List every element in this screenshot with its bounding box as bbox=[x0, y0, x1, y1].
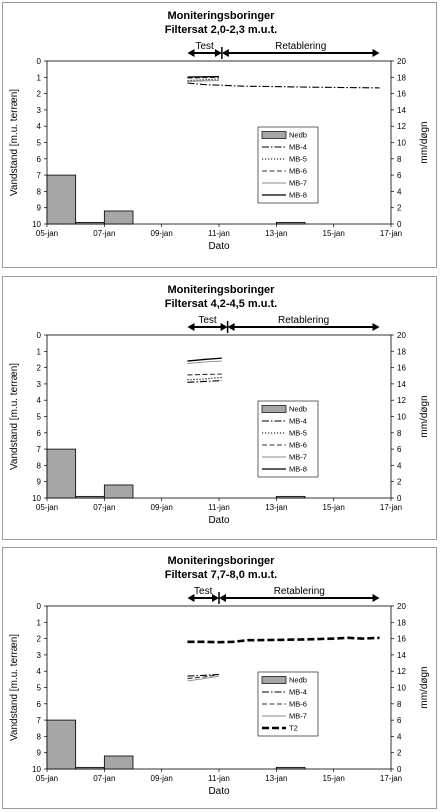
y2-tick-label: 10 bbox=[397, 412, 406, 422]
y2-tick-label: 14 bbox=[397, 105, 406, 115]
y2-tick-label: 16 bbox=[397, 363, 406, 373]
arrowhead-right-icon bbox=[373, 323, 380, 331]
x-tick-label: 13-jan bbox=[265, 503, 288, 512]
y2-axis-label: mm/døgn bbox=[419, 395, 430, 438]
x-tick-label: 07-jan bbox=[93, 774, 116, 783]
x-tick-label: 11-jan bbox=[208, 229, 230, 238]
chart-svg bbox=[3, 3, 436, 267]
x-tick-label: 17-jan bbox=[379, 503, 403, 512]
legend-label: MB-4 bbox=[289, 687, 307, 697]
y2-tick-label: 8 bbox=[397, 699, 402, 709]
precip-bar bbox=[276, 767, 305, 769]
legend-label: MB-4 bbox=[289, 416, 307, 426]
y2-tick-label: 6 bbox=[397, 171, 402, 181]
precip-bar bbox=[47, 449, 76, 498]
precip-bar bbox=[47, 175, 76, 224]
arrowhead-left-icon bbox=[187, 323, 194, 331]
annotation-label: Retablering bbox=[273, 586, 325, 597]
y2-tick-label: 10 bbox=[397, 138, 406, 148]
y-tick-label: 8 bbox=[36, 187, 41, 197]
y2-tick-label: 12 bbox=[397, 396, 406, 406]
y2-tick-label: 8 bbox=[397, 154, 402, 164]
legend-label: Nedb bbox=[289, 675, 307, 685]
series-line-mb-4 bbox=[187, 381, 221, 383]
y-tick-label: 10 bbox=[32, 220, 41, 229]
y2-tick-label: 0 bbox=[397, 220, 402, 229]
x-tick-label: 11-jan bbox=[208, 503, 230, 512]
series-line-mb-5 bbox=[187, 377, 221, 379]
x-tick-label: 09-jan bbox=[150, 503, 173, 512]
series-line-mb-7 bbox=[187, 81, 219, 82]
y-tick-label: 0 bbox=[36, 331, 41, 340]
y2-tick-label: 2 bbox=[397, 748, 402, 758]
y-tick-label: 4 bbox=[36, 396, 41, 406]
precip-bar bbox=[104, 756, 133, 769]
y2-tick-label: 2 bbox=[397, 477, 402, 487]
x-axis-label: Dato bbox=[208, 515, 230, 526]
y-tick-label: 6 bbox=[36, 428, 41, 438]
chart-title: Moniteringsboringer bbox=[167, 284, 275, 296]
series-line-mb-7 bbox=[187, 361, 221, 363]
legend-label: MB-4 bbox=[289, 142, 307, 152]
y-tick-label: 9 bbox=[36, 203, 41, 213]
chart-panel-1 bbox=[2, 2, 437, 268]
x-tick-label: 13-jan bbox=[265, 774, 288, 783]
arrowhead-right-icon bbox=[215, 49, 222, 57]
y-tick-label: 7 bbox=[36, 445, 41, 455]
y-tick-label: 1 bbox=[36, 73, 41, 83]
legend-swatch bbox=[262, 406, 286, 413]
chart-title: Moniteringsboringer bbox=[167, 555, 275, 567]
y2-tick-label: 10 bbox=[397, 683, 406, 693]
y-tick-label: 5 bbox=[36, 412, 41, 422]
y2-tick-label: 20 bbox=[397, 602, 406, 611]
x-axis-label: Dato bbox=[208, 786, 230, 797]
y-tick-label: 10 bbox=[32, 494, 41, 503]
y-axis-label: Vandstand [m.u. terræn] bbox=[9, 633, 20, 742]
y-tick-label: 5 bbox=[36, 138, 41, 148]
x-tick-label: 05-jan bbox=[35, 229, 59, 238]
chart-subtitle: Filtersat 4,2-4,5 m.u.t. bbox=[164, 298, 278, 310]
y2-tick-label: 16 bbox=[397, 634, 406, 644]
legend-label: MB-5 bbox=[289, 154, 307, 164]
y2-tick-label: 8 bbox=[397, 428, 402, 438]
chart-svg bbox=[3, 548, 436, 808]
arrowhead-right-icon bbox=[212, 594, 219, 602]
y-tick-label: 0 bbox=[36, 602, 41, 611]
y-tick-label: 9 bbox=[36, 748, 41, 758]
precip-bar bbox=[104, 485, 133, 498]
legend-label: MB-8 bbox=[289, 464, 307, 474]
x-tick-label: 17-jan bbox=[379, 229, 403, 238]
y-tick-label: 9 bbox=[36, 477, 41, 487]
legend-label: MB-5 bbox=[289, 428, 307, 438]
y2-axis-label: mm/døgn bbox=[419, 666, 430, 709]
annotation-label: Test bbox=[198, 315, 217, 326]
plot-area bbox=[47, 335, 391, 498]
precip-bar bbox=[76, 767, 105, 769]
y-tick-label: 1 bbox=[36, 347, 41, 357]
y-tick-label: 10 bbox=[32, 765, 41, 774]
y2-tick-label: 12 bbox=[397, 667, 406, 677]
arrowhead-left-icon bbox=[187, 49, 194, 57]
arrowhead-left-icon bbox=[222, 49, 229, 57]
series-line-mb-4 bbox=[187, 83, 379, 88]
chart-subtitle: Filtersat 2,0-2,3 m.u.t. bbox=[164, 24, 278, 36]
precip-bar bbox=[76, 496, 105, 498]
plot-area bbox=[47, 606, 391, 769]
y2-tick-label: 18 bbox=[397, 618, 406, 628]
x-tick-label: 05-jan bbox=[35, 503, 59, 512]
y2-tick-label: 0 bbox=[397, 494, 402, 503]
series-line-mb-8 bbox=[187, 358, 221, 361]
y2-tick-label: 20 bbox=[397, 57, 406, 66]
y2-tick-label: 6 bbox=[397, 716, 402, 726]
arrowhead-right-icon bbox=[373, 594, 380, 602]
x-tick-label: 07-jan bbox=[93, 503, 116, 512]
y-tick-label: 2 bbox=[36, 89, 41, 99]
y2-tick-label: 6 bbox=[397, 445, 402, 455]
y2-tick-label: 14 bbox=[397, 650, 406, 660]
legend-label: Nedb bbox=[289, 130, 307, 140]
legend-label: MB-7 bbox=[289, 178, 307, 188]
y-tick-label: 7 bbox=[36, 716, 41, 726]
y-tick-label: 4 bbox=[36, 122, 41, 132]
legend-label: T2 bbox=[289, 723, 298, 733]
y2-tick-label: 0 bbox=[397, 765, 402, 774]
legend-label: MB-6 bbox=[289, 440, 307, 450]
chart-svg bbox=[3, 277, 436, 539]
y-tick-label: 2 bbox=[36, 634, 41, 644]
y-tick-label: 7 bbox=[36, 171, 41, 181]
annotation-label: Retablering bbox=[275, 41, 327, 52]
y-tick-label: 3 bbox=[36, 650, 41, 660]
legend-label: MB-8 bbox=[289, 190, 307, 200]
chart-subtitle: Filtersat 7,7-8,0 m.u.t. bbox=[164, 569, 278, 581]
y-axis-label: Vandstand [m.u. terræn] bbox=[9, 88, 20, 197]
chart-panel-2 bbox=[2, 276, 437, 540]
y2-tick-label: 18 bbox=[397, 73, 406, 83]
legend-label: MB-6 bbox=[289, 166, 307, 176]
chart-panel-3 bbox=[2, 547, 437, 809]
arrowhead-right-icon bbox=[373, 49, 380, 57]
y-tick-label: 3 bbox=[36, 105, 41, 115]
y2-tick-label: 4 bbox=[397, 732, 402, 742]
x-tick-label: 05-jan bbox=[35, 774, 59, 783]
y-tick-label: 1 bbox=[36, 618, 41, 628]
precip-bar bbox=[76, 222, 105, 224]
arrowhead-left-icon bbox=[219, 594, 226, 602]
y2-tick-label: 18 bbox=[397, 347, 406, 357]
legend-swatch bbox=[262, 677, 286, 684]
annotation-label: Retablering bbox=[277, 315, 330, 326]
annotation-label: Test bbox=[195, 41, 214, 52]
y2-tick-label: 12 bbox=[397, 122, 406, 132]
x-tick-label: 09-jan bbox=[150, 774, 173, 783]
series-line-t2 bbox=[187, 638, 379, 642]
y2-tick-label: 2 bbox=[397, 203, 402, 213]
legend-swatch bbox=[262, 132, 286, 139]
legend-label: MB-6 bbox=[289, 699, 307, 709]
y-tick-label: 6 bbox=[36, 154, 41, 164]
series-line-mb-6 bbox=[187, 374, 221, 375]
y-tick-label: 4 bbox=[36, 667, 41, 677]
x-tick-label: 11-jan bbox=[208, 774, 230, 783]
y-tick-label: 8 bbox=[36, 461, 41, 471]
y-tick-label: 5 bbox=[36, 683, 41, 693]
precip-bar bbox=[47, 720, 76, 769]
y2-tick-label: 14 bbox=[397, 379, 406, 389]
y-tick-label: 0 bbox=[36, 57, 41, 66]
arrowhead-left-icon bbox=[228, 323, 235, 331]
y-tick-label: 6 bbox=[36, 699, 41, 709]
x-tick-label: 13-jan bbox=[265, 229, 288, 238]
legend-label: Nedb bbox=[289, 404, 307, 414]
x-tick-label: 15-jan bbox=[322, 229, 345, 238]
annotation-label: Test bbox=[194, 586, 213, 597]
precip-bar bbox=[276, 496, 305, 498]
precip-bar bbox=[104, 211, 133, 224]
chart-title: Moniteringsboringer bbox=[167, 10, 275, 22]
arrowhead-right-icon bbox=[221, 323, 228, 331]
x-tick-label: 17-jan bbox=[379, 774, 403, 783]
y-tick-label: 8 bbox=[36, 732, 41, 742]
y2-tick-label: 4 bbox=[397, 461, 402, 471]
y2-tick-label: 20 bbox=[397, 331, 406, 340]
x-tick-label: 07-jan bbox=[93, 229, 116, 238]
y2-tick-label: 16 bbox=[397, 89, 406, 99]
y-axis-label: Vandstand [m.u. terræn] bbox=[9, 362, 20, 471]
y2-tick-label: 4 bbox=[397, 187, 402, 197]
x-tick-label: 09-jan bbox=[150, 229, 173, 238]
legend-label: MB-7 bbox=[289, 452, 307, 462]
y-tick-label: 2 bbox=[36, 363, 41, 373]
legend-label: MB-7 bbox=[289, 711, 307, 721]
x-axis-label: Dato bbox=[208, 241, 230, 252]
y2-axis-label: mm/døgn bbox=[419, 121, 430, 164]
y-tick-label: 3 bbox=[36, 379, 41, 389]
precip-bar bbox=[276, 222, 305, 224]
x-tick-label: 15-jan bbox=[322, 503, 345, 512]
x-tick-label: 15-jan bbox=[322, 774, 345, 783]
